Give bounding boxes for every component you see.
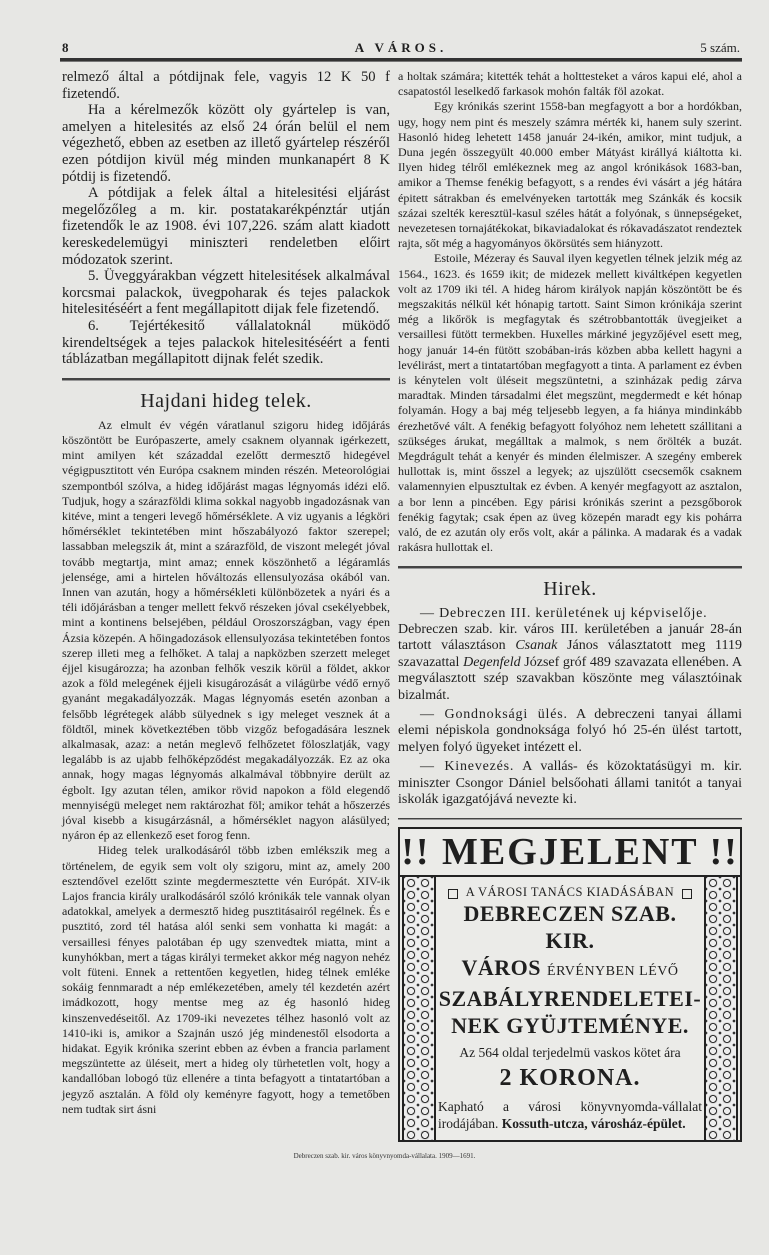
news-title: Hirek.	[543, 577, 597, 600]
ad-body	[438, 885, 702, 1132]
article-left-column	[62, 418, 390, 1117]
page-header	[62, 40, 740, 58]
ad-title-line	[438, 954, 702, 985]
section-divider	[62, 378, 390, 381]
ad-title-line: DEBRECZEN SZAB. KIR.	[463, 901, 677, 954]
left-top-text	[62, 69, 390, 368]
section-divider	[398, 818, 742, 820]
news-text: János választatott meg 1119 szavazattal	[398, 638, 743, 670]
paragraph: 5. Üveggyárakban végzett hitelesitések alkalmával korcsmai palackok, üvegpoharak és tejes palackok hitelesitéséért a fent megállapitott dijak fele fizetendő.	[62, 268, 390, 318]
paragraph: Estoile, Mézeray és Sauval ilyen kegyetlen télnek jelzik még az 1564., 1623. és 1659 ikit; de midezek mellett kiváltképen kegyetlen volt az 1709 iki tél. A hideg három királyok napján köszöntött be és megszakitás nélkül két hónapig tartott. Saint Simon krónikája szerint még a likőrök is megfagytak és szétrobbantották üvegjeiket a versaillesi fütött termekben. Huxelles márkiné jegyzőjével esett meg, hogy január 14-én fütött szobában-irás közben abba kellett hagyni a levélirást, mert a tintatartóban megfagyott a tinta. A parlament ez évben is kénytelen volt üléseit megszüntetni, a szinházak pedig zárva maradtak. Minden társadalmi élet megszünt, megdermedt e két hónap folyamán. Hogy a baj még teljesebb legyen, a fa hiánya mindinkább érezhetővé vált. A fenékig befagyott folyóhoz nem lehetett szállitani a szükséges árukat, megálltak a malmok, s nem őrölték a buzát. Megdrágult tehát a kenyér és minden élelmiszer. A szegény emberek hullottak is, mint ősszel a legyek; az ujszülött csecsemők csaknem valamennyien elpusztultak ez évben. A kenyér megfagyott az asztalon, a bor lenn a pincében. Egy párisi krónikás szerint a pezsgőborok fenékig fagytak; csak épen az üveg közepén maradt egy kis pohárra való, de ez azután oly erős volt, akár a pálinka. A madarak és a vadak rakásra hullottak el.	[398, 251, 742, 555]
ornament-pillar-icon	[704, 877, 738, 1140]
paragraph: Hideg telek uralkodásáról több izben emlékszik meg a történelem, de egyik sem volt oly szigoru, mint az, amely 200 esztendővel ezelőtt szinte megdermesztette vén Európát. XIV-ik Lajos francia király uralkodásáról szóló krónikák tele vannak olyan adatokkal, amelyek a dermesztő hideg pusztitásairól regélnek. És e pusztitó, zord tél hatása alól senki sem vonhatta ki magát: a versaillesi fényes palotában ép ugy szenvedtek miatta, mint a kunyhókban, mert a tágas királyi termeket akkor még nagyon nehéz volt füteni. Ennek a rettentően kegyetlen, hideg télnek emléke sokáig fennmaradt a nép emlékezetében, amely tél kezdetén azért imádkozott, hogy mentse meg az ég hasonló hideg kinszenvedéseitől. Az 1709-iki nevezetes télhez hasonló volt az 1410-iki is, amikor a Szajnán uszó jég mindenestől elsodorta a hidakat. Egyik krónika szerint ebben az évben a francia parlament megszüntette az üléseit, mert a hideg oly türhetetlen volt, hogy a kandallóban lobogó tüz ellenére a tinta befagyott a tintatartóban a jegyző asztalán. A föld oly keményre fagyott, hogy a temetőben nem tudtak sirt ásni	[62, 843, 390, 1116]
news-lead: — Debreczen III. kerületének uj képviselője.	[420, 605, 708, 621]
paragraph: Egy krónikás szerint 1558-ban megfagyott a bor a hordókban, ugy, hogy nem pint és meszely számra mérték ki, hanem suly szerint. Hasonló hideg lehetett 1458 január 24-ikén, amikor, mint tudjuk, a Duna jegén összegyült 40.000 ember Mátyást királlyá kiáltotta ki. Ilyen hideg télről emlékeznek meg az angol krónikások 1683-ban, amikor a Themse fenékig befagyott, s a rendes évi vásárt a jég hátára épitett sátrakban és emelvényeken tartották meg Szánkák és kocsik százai szelték keresztül-kasul széles hátát a folyónak, s ünnepségeket, nevezetesen tornajátékokat, bikaviadalokat és rókavadászatot rendeztek rajta, sőt még a hagyományos ökörsütés sem hiányzott.	[398, 99, 742, 251]
person-name: Csanak	[515, 638, 558, 654]
news-item	[398, 707, 742, 756]
ornament-pillar-icon	[402, 877, 436, 1140]
person-name: Degenfeld	[463, 654, 521, 670]
ad-headline: !! MEGJELENT !!	[400, 829, 740, 877]
news-text: Debreczen szab. kir. város III. kerületében a január 28-án tartott választáson	[398, 621, 742, 654]
ad-inner	[400, 877, 740, 1140]
news-text: József gróf 489 szavazata ellenében. A megválasztott szép szavakban köszönte meg választóinak bizalmát.	[398, 654, 743, 703]
newspaper-title: A VÁROS.	[354, 40, 448, 55]
news-text: A debreczeni tanyai állami elemi népiskola gondnoksága folyó hó 25-én ülést tartott, melyen folyó ügyeket intézett el.	[398, 706, 742, 755]
paragraph: 6. Tejértékesitő vállalatoknál müködő kirendeltségek a tejes palackok hitelesitéséért a fenti táblázatban megállapitott dijnak felét szedik.	[62, 317, 390, 368]
right-column	[398, 69, 742, 1142]
news-section	[398, 606, 742, 809]
paragraph: A pótdijak a felek által a hitelesitési eljárást megelőzőleg a m. kir. postatakarékpénztár utján fizetendők le az 1908. évi 107,226. szám alatt kiadott kereskedelemügyi miniszteri rendeletben előirt módozatok szerint.	[62, 185, 390, 268]
ad-title-line: NEK GYÜJTEMÉNYE.	[451, 1013, 689, 1039]
ad-title-line: SZABÁLYRENDELETEI-	[438, 986, 702, 1012]
news-lead: — Gondnoksági ülés.	[420, 706, 568, 722]
paragraph: a holtak számára; kitették tehát a holttesteket a város kapui elé, ahol a csapatostól leselkedő farkasok mohón falták föl azokat.	[398, 69, 742, 99]
ad-availability	[438, 1098, 702, 1132]
printer-imprint: Debreczen szab. kir. város könyvnyomda-vállalata. 1909—1691.	[293, 1152, 476, 1161]
ad-title-word: VÁROS	[461, 955, 542, 981]
paragraph: Az elmult év végén váratlanul szigoru hideg időjárás köszöntött be Európaszerte, amely csaknem olyannak igérkezett, mint amilyen két századdal ezelőtt dermesztő hidegével végigpusztitott vén Európa csaknem minden részén. Meteorológiai szempontból szólva, a hideg időjárást magas légnyomás idézi elő. Tudjuk, hogy a szárazföldi klima sokkal nagyobb ingadozásnak van kitéve, mint a tengeri levegő hőmérséklete. A viz ugyanis a légköri hőmérséklet tekintetében mint hőszabályozó faktor szerepel; lassabban melegszik át, mint a szárazföld, de viszont melegét jóval tovább megtartja, mint amaz; ennek köszönhető a légáramlás jelensége, ami a hirtelen hőváltozás ellensulyozása okából van. Innen van azután, hogy a hőmérsékleti különbözetek a nyári és a téli időjárásban a tenger mellett fekvő részeken jóval csekélyebbek, mint a kontinens belsejében, például Oroszországban, vagy épen Ázsia közepén. A hőingadozások ellensulyozása tekintetében fontos szerep illeti meg a felhőket. A talaj a napközben szerzett meleget éjjel kisugározza; ha azonban felhők veszik körül a földet, akkor azok a föld melegének éjjeli kisugározását a világürbe védő ernyő gyanánt megakadályozzák. Magas légnyomás esetén azonban a felsőbb légrétegek alább sülyednek s igy meleget vesznek át a földtől, minek következtében több vizgőz befogadására lesznek alkalmasak, azaz: a netán meglevő felhőzetet föloszlatják, vagy legalább is az ujabb felhőképződést megakadályozzák. Ez az oka annak, hogy magas légnyomás alkalmával többnyire derült az égbolt. Igy azutan télen, amikor rövid napokon a föld elegendő mennyiségü meleget nem raktározhat föl; amikor tehát a hőszerzés jóval kisebb a kisugárzásnál, a hőmérséklet nagyon alásülyed; nyáron ép az ellenkező eset forog fenn.	[62, 417, 390, 843]
square-bullet-icon	[682, 889, 692, 899]
article-title: Hajdani hideg telek.	[140, 389, 312, 412]
advertisement	[398, 827, 742, 1142]
section-divider	[398, 566, 742, 569]
news-text: A vallás- és közoktatásügyi m. kir. miniszter Csongor Dániel belsőohati állami tanitót a tanyai iskolák igazgatójává nevezte ki.	[398, 759, 743, 807]
page-columns	[62, 69, 742, 1142]
ad-title-sub: ÉRVÉNYBEN LÉVŐ	[547, 964, 679, 980]
header-rule	[60, 58, 742, 62]
news-lead: — Kinevezés.	[420, 759, 515, 775]
address-text: Kossuth-utcza, városház-épület.	[501, 1116, 686, 1132]
ad-publisher-line	[438, 885, 702, 900]
paragraph: relmező által a pótdijnak fele, vagyis 12 K 50 f fizetendő.	[62, 69, 390, 102]
issue-number: 5 szám.	[700, 40, 740, 55]
left-column	[62, 69, 390, 1117]
ad-price: 2 KORONA.	[499, 1065, 641, 1092]
square-bullet-icon	[448, 889, 458, 899]
paragraph: Ha a kérelmezők között oly gyártelep is van, amelyen a hitelesités az első 24 órán belül el nem végezhető, ebben az esetben az illető gyártelep részéről ezen pótdijon kivül még minden munkanapért 8 K pótdij is fizetendő.	[62, 102, 390, 185]
news-item	[398, 759, 742, 808]
page-number: 8	[62, 40, 69, 55]
availability-text: Kapható a városi könyvnyomda-vállalat irodájában.	[438, 1099, 702, 1132]
news-item	[398, 606, 742, 704]
ad-price-text: Az 564 oldal terjedelmü vaskos kötet ára	[459, 1045, 681, 1061]
article-right-column	[398, 69, 742, 556]
publisher-text: A VÁROSI TANÁCS KIADÁSÁBAN	[465, 885, 675, 900]
